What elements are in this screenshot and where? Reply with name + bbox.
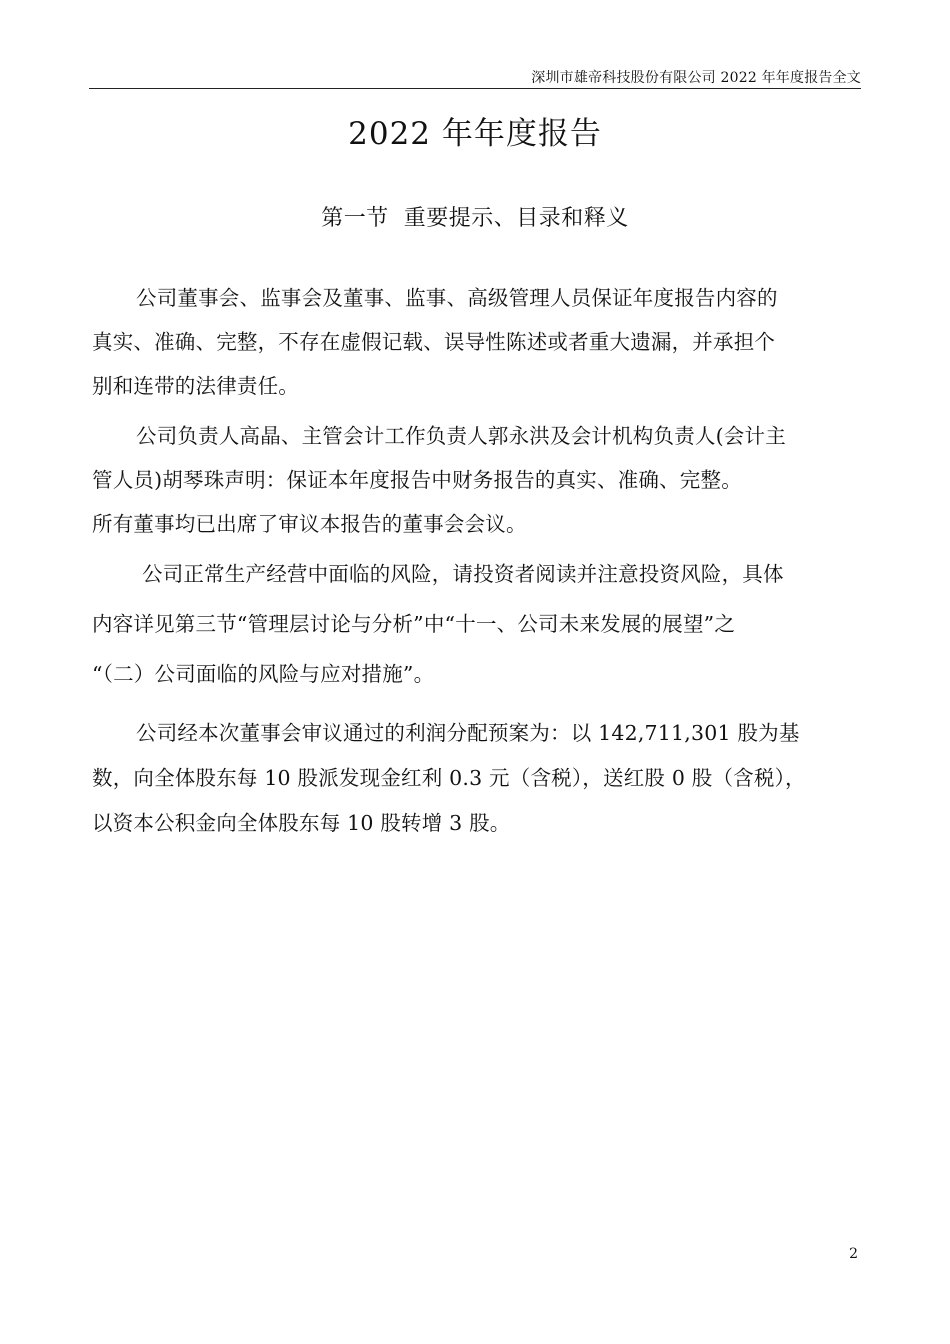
paragraph-line: 所有董事均已出席了审议本报告的董事会会议。 [92, 512, 527, 536]
header-company-report: 深圳市雄帝科技股份有限公司 2022 年年度报告全文 [531, 70, 861, 86]
paragraph-line: 公司经本次董事会审议通过的利润分配预案为：以 142,711,301 股为基 [136, 721, 800, 745]
paragraph-line: “（二）公司面临的风险与应对措施”。 [92, 662, 435, 686]
section-title: 第一节 重要提示、目录和释义 [321, 206, 629, 231]
report-title: 2022 年年度报告 [348, 116, 602, 152]
paragraph-line: 以资本公积金向全体股东每 10 股转增 3 股。 [92, 811, 511, 835]
paragraph-line: 数，向全体股东每 10 股派发现金红利 0.3 元（含税），送红股 0 股（含税）， [92, 766, 806, 790]
paragraph-line: 管人员)胡琴珠声明：保证本年度报告中财务报告的真实、准确、完整。 [92, 468, 742, 492]
header-divider [89, 88, 861, 89]
paragraph-line: 公司负责人高晶、主管会计工作负责人郭永洪及会计机构负责人(会计主 [136, 424, 786, 448]
paragraph-line: 内容详见第三节“管理层讨论与分析”中“十一、公司未来发展的展望”之 [92, 612, 736, 636]
paragraph-line: 公司董事会、监事会及董事、监事、高级管理人员保证年度报告内容的 [136, 286, 778, 310]
paragraph-line: 真实、准确、完整，不存在虚假记载、误导性陈述或者重大遗漏，并承担个 [92, 330, 776, 354]
paragraph-line: 别和连带的法律责任。 [92, 374, 299, 398]
page-number: 2 [849, 1246, 858, 1262]
paragraph-line: 公司正常生产经营中面临的风险，请投资者阅读并注意投资风险，具体 [142, 562, 784, 586]
